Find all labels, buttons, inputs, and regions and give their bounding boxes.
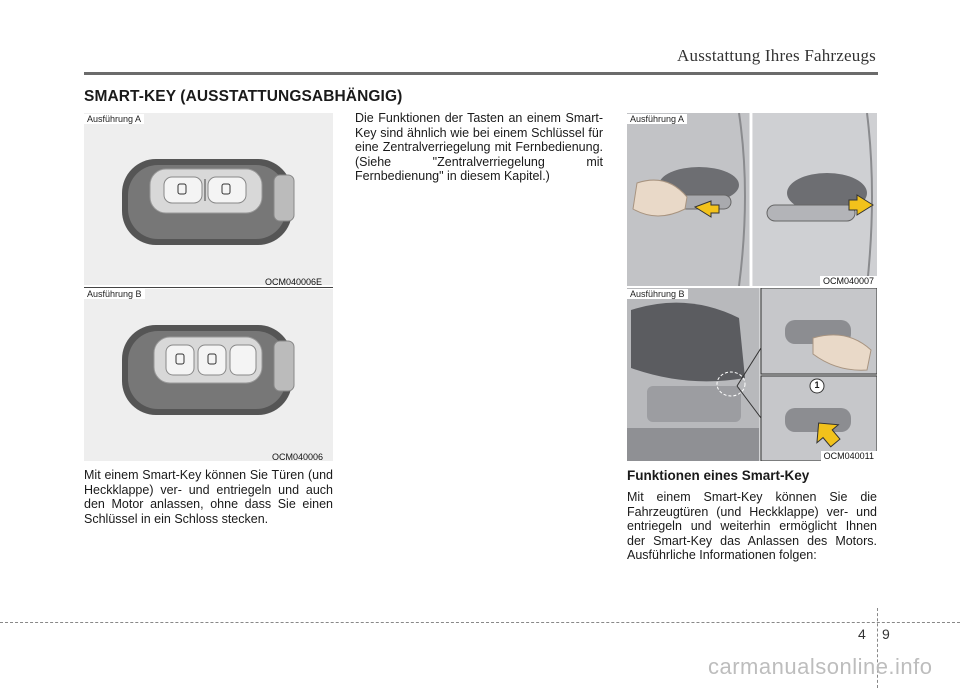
- figure-door-b: [627, 288, 877, 461]
- smart-key-b-illustration: [84, 289, 333, 461]
- callout-marker: 1: [814, 380, 820, 390]
- figure-code: OCM040006: [272, 452, 324, 462]
- figure-code: OCM040011: [821, 451, 877, 461]
- subsection-title: Funktionen eines Smart-Key: [627, 468, 810, 483]
- figure-label: Ausführung B: [627, 289, 688, 299]
- page-number: 9: [882, 626, 890, 642]
- figure-label: Ausführung A: [84, 114, 144, 124]
- function-paragraph: Die Funktionen der Tasten an einem Smart-Key sind ähnlich wie bei einem Schlüssel für eine Zentralverriegelung mit Fernbedienung. (Siehe "Zentralverriegelung mit Fernbedienung" in diesem Kapitel.): [355, 111, 603, 183]
- door-handle-a-illustration: [627, 113, 877, 286]
- running-header: Ausstattung Ihres Fahrzeugs: [677, 46, 876, 65]
- figure-key-b: [84, 289, 333, 461]
- footer-dashed-rule: [0, 622, 960, 623]
- figure-door-a: [627, 113, 877, 286]
- figure-divider: [84, 287, 333, 288]
- tailgate-handle-b-illustration: [627, 288, 877, 461]
- figure-key-a: [84, 113, 333, 285]
- figure-code: OCM040007: [820, 276, 877, 286]
- figure-label: Ausführung A: [627, 114, 687, 124]
- page-chapter: 4: [858, 626, 866, 642]
- figure-label: Ausführung B: [84, 289, 145, 299]
- smart-key-a-illustration: [84, 113, 333, 285]
- section-title: SMART-KEY (AUSSTATTUNGSABHÄNGIG): [84, 88, 403, 105]
- figure-code: OCM040006E: [265, 277, 323, 287]
- watermark: carmanualsonline.info: [708, 654, 933, 679]
- smartkey-function-paragraph: Mit einem Smart-Key können Sie die Fahrzeugtüren (und Heckklappe) ver- und entriegeln und weiterhin ermöglicht Ihnen der Smart-Key das Anlassen des Motors. Ausführliche Informationen folgen:: [627, 490, 877, 562]
- header-rule: [84, 72, 878, 75]
- intro-paragraph: Mit einem Smart-Key können Sie Türen (und Heckklappe) ver- und entriegeln und auch den Motor anlassen, ohne dass Sie einen Schlüssel in ein Schloss stecken.: [84, 468, 333, 526]
